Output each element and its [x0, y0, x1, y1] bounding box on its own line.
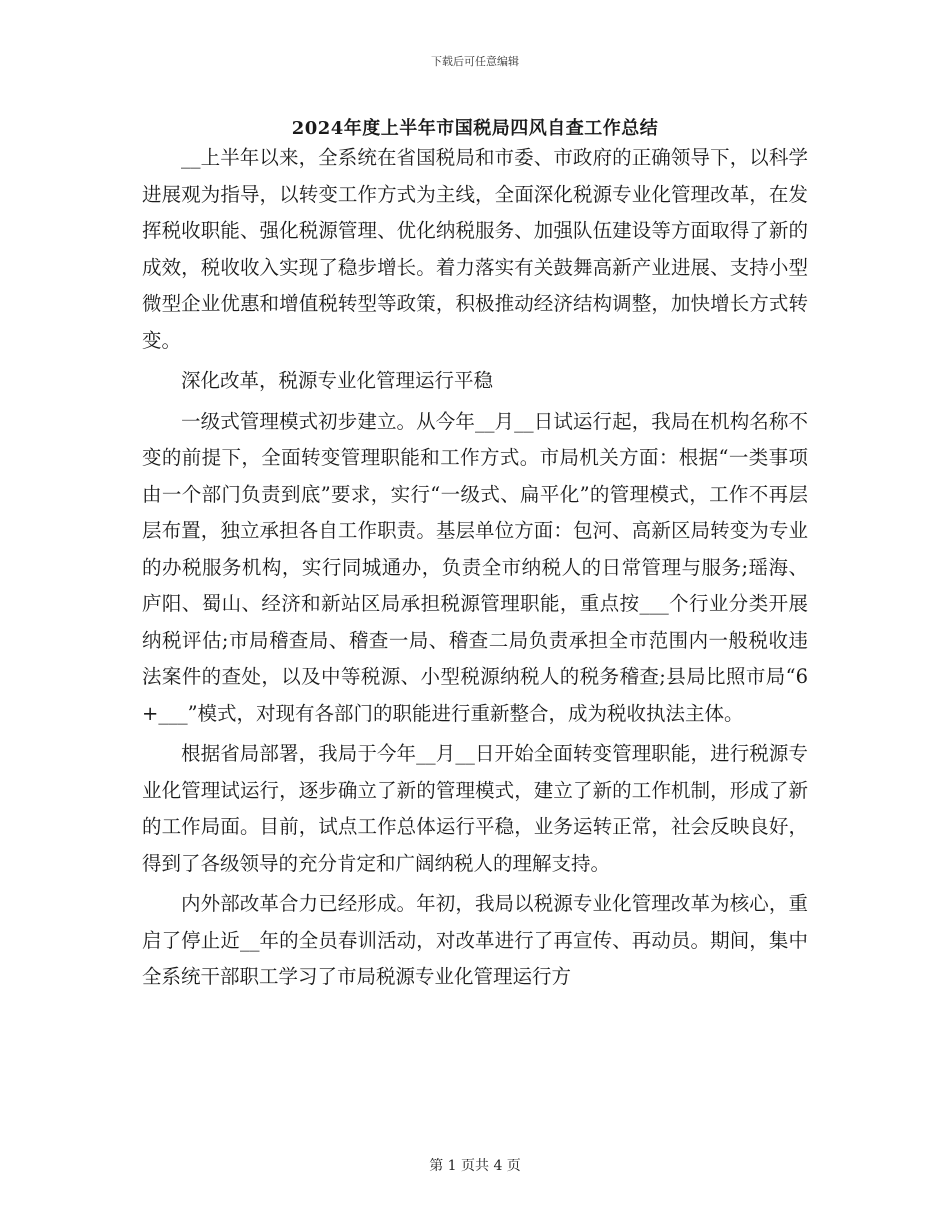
document-body: [142, 140, 808, 996]
paragraph-intro: __上半年以来，全系统在省国税局和市委、市政府的正确领导下，以科学进展观为指导，以转变工作方式为主线，全面深化税源专业化管理改革，在发挥税收职能、强化税源管理、优化纳税服务、加强队伍建设等方面取得了新的成效，税收收入实现了稳步增长。着力落实有关鼓舞高新产业进展、支持小型微型企业优惠和增值税转型等政策，积极推动经济结构调整，加快增长方式转变。: [142, 146, 808, 352]
page-header-note: 下载后可任意编辑: [431, 55, 519, 68]
page-number: 第 1 页共 4 页: [429, 1158, 521, 1174]
document-title: 2024年度上半年市国税局四风自查工作总结: [291, 118, 659, 139]
paragraph-management-model: 一级式管理模式初步建立。从今年__月__日试运行起，我局在机构名称不变的前提下，全面转变管理职能和工作方式。市局机关方面：根据“一类事项由一个部门负责到底”要求，实行“一级式、扁平化”的管理模式，工作不再层层布置，独立承担各自工作职责。基层单位方面：包河、高新区局转变为专业的办税服务机构，实行同城通办，负责全市纳税人的日常管理与服务;瑶海、庐阳、蜀山、经济和新站区局承担税源管理职能，重点按___个行业分类开展纳税评估;市局稽查局、稽查一局、稽查二局负责承担全市范围内一般税收违法案件的查处，以及中等税源、小型税源纳税人的税务稽查;县局比照市局“6+___”模式，对现有各部门的职能进行重新整合，成为税收执法主体。: [142, 409, 808, 725]
paragraph-trial-operation: 根据省局部署，我局于今年__月__日开始全面转变管理职能，进行税源专业化管理试运行，逐步确立了新的管理模式，建立了新的工作机制，形成了新的工作局面。目前，试点工作总体运行平稳，业务运转正常，社会反映良好，得到了各级领导的充分肯定和广阔纳税人的理解支持。: [142, 742, 808, 875]
section-heading: 深化改革，税源专业化管理运行平稳: [181, 369, 494, 392]
paragraph-reform-synergy: 内外部改革合力已经形成。年初，我局以税源专业化管理改革为核心，重启了停止近__年的全员春训活动，对改革进行了再宣传、再动员。期间，集中全系统干部职工学习了市局税源专业化管理运行方: [142, 892, 808, 988]
